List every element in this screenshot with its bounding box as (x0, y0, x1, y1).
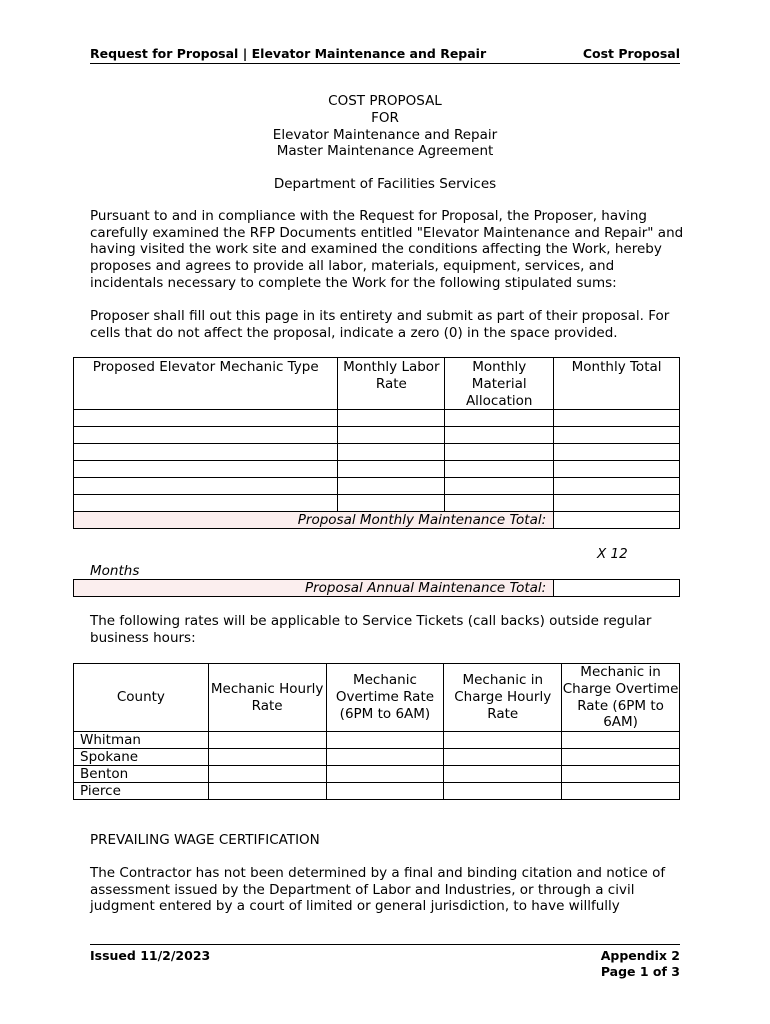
department-name: Department of Facilities Services (273, 176, 497, 192)
column-header: Mechanic in Charge Overtime Rate (6PM to 6AM) (562, 664, 679, 731)
title-line-4: Master Maintenance Agreement (276, 143, 494, 160)
input-cell[interactable] (326, 783, 444, 800)
annual-total-input[interactable] (554, 580, 680, 597)
input-cell[interactable] (208, 749, 326, 766)
monthly-total-input[interactable] (554, 512, 680, 529)
title-line-1: COST PROPOSAL (328, 93, 442, 109)
column-header: Monthly Material Allocation (445, 358, 554, 410)
input-cell[interactable] (74, 444, 338, 461)
input-cell[interactable] (338, 427, 445, 444)
input-cell[interactable] (554, 495, 680, 512)
input-cell[interactable] (74, 410, 338, 427)
county-name: Spokane (74, 749, 209, 766)
intro-paragraph: Pursuant to and in compliance with the Request for Proposal, the Proposer, having carefully examined the RFP Documents entitled "Elevator Maintenance and Repair" and having visited the work site and examined the conditions affecting the Work, hereby proposes and agrees to provide all labor, materials, equipment, services, and incidentals necessary to complete the Work for the following stipulated sums: (90, 208, 684, 291)
page-number: Page 1 of 3 (600, 964, 680, 979)
input-cell[interactable] (562, 766, 680, 783)
input-cell[interactable] (338, 495, 445, 512)
header-section: Cost Proposal (582, 46, 680, 61)
prevailing-wage-paragraph: The Contractor has not been determined by a final and binding citation and notice of assessment issued by the Department of Labor and Industries, or through a civil judgment entered by a court of limited or general jurisdiction, to have willfully (90, 865, 666, 915)
table-row (74, 461, 680, 478)
input-cell[interactable] (326, 732, 444, 749)
table-header-row (74, 664, 680, 732)
input-cell[interactable] (554, 410, 680, 427)
appendix-label: Appendix 2 (600, 948, 680, 963)
page-footer (90, 944, 680, 979)
county-name: Benton (74, 766, 209, 783)
footer-right (601, 948, 680, 980)
input-cell[interactable] (338, 410, 445, 427)
input-cell[interactable] (444, 732, 562, 749)
input-cell[interactable] (445, 427, 554, 444)
input-cell[interactable] (445, 495, 554, 512)
table-row (74, 732, 680, 749)
input-cell[interactable] (74, 495, 338, 512)
table-row (74, 783, 680, 800)
title-line-3: Elevator Maintenance and Repair (272, 126, 498, 143)
issued-date: Issued 11/2/2023 (90, 948, 211, 963)
input-cell[interactable] (74, 427, 338, 444)
page-header (90, 44, 680, 64)
table-row (74, 749, 680, 766)
county-name: Pierce (74, 783, 209, 800)
prevailing-wage-heading: PREVAILING WAGE CERTIFICATION (90, 832, 320, 848)
input-cell[interactable] (338, 444, 445, 461)
input-cell[interactable] (445, 410, 554, 427)
annual-total-table (73, 579, 680, 597)
input-cell[interactable] (562, 732, 680, 749)
table-row (74, 427, 680, 444)
instructions-paragraph: Proposer shall fill out this page in its entirety and submit as part of their proposal. For cells that do not affect the proposal, indicate a zero (0) in the space provided. (90, 308, 670, 341)
input-cell[interactable] (208, 732, 326, 749)
input-cell[interactable] (338, 478, 445, 495)
input-cell[interactable] (74, 461, 338, 478)
monthly-total-row (74, 512, 680, 529)
monthly-total-label: Proposal Monthly Maintenance Total: (74, 512, 554, 529)
annual-total-row (74, 580, 680, 597)
table-row (74, 766, 680, 783)
input-cell[interactable] (444, 749, 562, 766)
table-header-row (74, 358, 680, 410)
input-cell[interactable] (444, 766, 562, 783)
column-header: Monthly Total (554, 358, 680, 410)
input-cell[interactable] (338, 461, 445, 478)
county-name: Whitman (74, 732, 209, 749)
monthly-maintenance-table (73, 357, 680, 529)
column-header: Proposed Elevator Mechanic Type (74, 358, 338, 410)
column-header: Monthly Labor Rate (338, 358, 445, 410)
multiplier-x12: X 12 (597, 546, 628, 562)
input-cell[interactable] (326, 766, 444, 783)
input-cell[interactable] (208, 783, 326, 800)
input-cell[interactable] (554, 444, 680, 461)
input-cell[interactable] (326, 749, 444, 766)
table-row (74, 444, 680, 461)
input-cell[interactable] (562, 783, 680, 800)
input-cell[interactable] (554, 478, 680, 495)
input-cell[interactable] (74, 478, 338, 495)
rates-paragraph: The following rates will be applicable to Service Tickets (call backs) outside regular business hours: (90, 613, 652, 646)
input-cell[interactable] (445, 444, 554, 461)
input-cell[interactable] (554, 461, 680, 478)
input-cell[interactable] (562, 749, 680, 766)
input-cell[interactable] (554, 427, 680, 444)
header-title: Request for Proposal | Elevator Maintenance and Repair (90, 46, 487, 61)
title-block (90, 93, 680, 160)
input-cell[interactable] (208, 766, 326, 783)
input-cell[interactable] (445, 478, 554, 495)
annual-total-label: Proposal Annual Maintenance Total: (74, 580, 554, 597)
table-row (74, 410, 680, 427)
column-header: Mechanic Hourly Rate (208, 664, 326, 732)
column-header: Mechanic in Charge Hourly Rate (444, 664, 562, 732)
input-cell[interactable] (445, 461, 554, 478)
multiplier-months: Months (90, 563, 140, 579)
title-line-2: FOR (371, 109, 399, 126)
column-header: County (74, 664, 209, 732)
table-row (74, 495, 680, 512)
column-header: Mechanic Overtime Rate (6PM to 6AM) (326, 664, 444, 732)
input-cell[interactable] (444, 783, 562, 800)
table-row (74, 478, 680, 495)
service-rates-table (73, 663, 680, 800)
